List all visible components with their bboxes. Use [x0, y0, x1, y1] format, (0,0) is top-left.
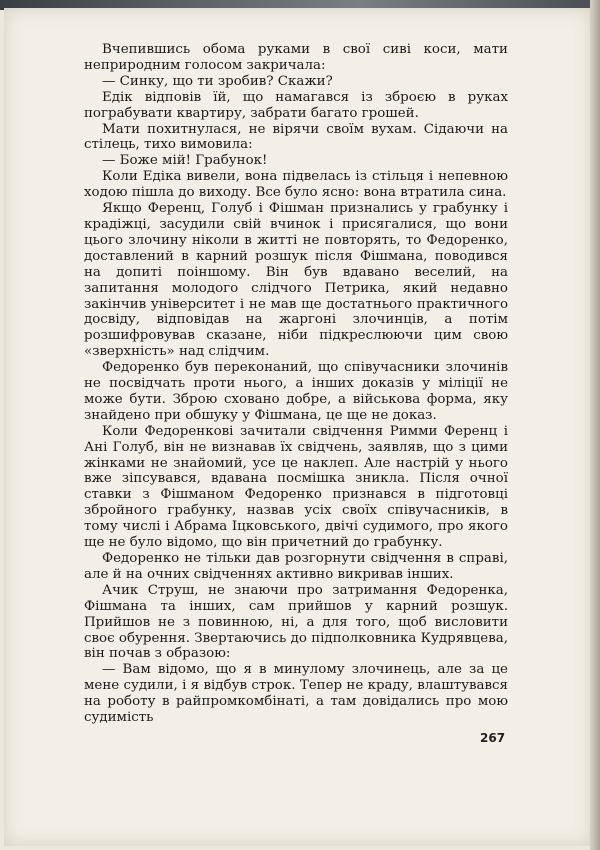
paragraph: Федоренко був переконаний, що співучасники злочинів не посвідчать проти нього, а інших доказів у міліції не може бути. Зброю сховано добре, а військова форма, яку знайдено при обшуку у Фішмана, це ще не доказ.	[84, 360, 508, 423]
page-text	[84, 42, 508, 726]
paragraph: Федоренко не тільки дав розгорнути свідчення в справі, але й на очних свідченнях активно викривав інших.	[84, 551, 508, 582]
paragraph: Коли Федоренкові зачитали свідчення Римми Ференц і Ані Голуб, він не визнавав їх свідчень, заявляв, що з цими жінками не знайомий, усе це наклеп. Але настрій у нього вже зіпсувався, вдавана посмішка зникла. Після очної ставки з Фішманом Федоренко признався в підготовці збройного грабунку, назвав усіх своїх співучасників, в тому числі і Абрама Іцковського, двічі судимого, про якого ще не було відомо, що він причетний до грабунку.	[84, 423, 508, 551]
paragraph: Едік відповів їй, що намагався із зброєю в руках пограбувати квартиру, забрати багато грошей.	[84, 89, 508, 121]
paragraph: Вчепившись обома руками в свої сиві коси, мати неприродним голосом закричала:	[84, 42, 508, 73]
book-right-edge	[590, 0, 600, 850]
page-number: 267	[480, 731, 506, 745]
dialogue-line: — Синку, що ти зробив? Скажи?	[102, 73, 333, 89]
dialogue-line: — Вам відомо, що я в минулому злочинець, але за це мене судили, і я відбув строк. Тепер не краду, влаштувався на роботу в райпромкомбінаті, а там довідались про мою судимість	[84, 662, 508, 726]
paragraph: Якщо Ференц, Голуб і Фішман признались у грабунку і крадіжці, засудили свій вчинок і присягалися, що вони цього злочину ніколи в житті не повторять, то Федоренко, доставлений в карний розшук після Фішмана, поводився на допиті поіншому. Він був вдавано веселий, на запитання молодого слідчого Петрика, який недавно закінчив університет і не мав ще достатнього практичного досвіду, відповідав на жаргоні злочинців, а потім розшифровував сказане, ніби підкреслюючи цим свою «зверхність» над слідчим.	[84, 201, 508, 360]
paragraph: Мати похитнулася, не вірячи своїм вухам. Сідаючи на стілець, тихо вимовила:	[84, 121, 508, 153]
paragraph: Ачик Струш, не знаючи про затримання Федоренка, Фішмана та інших, сам прийшов у карний розшук. Прийшов не з повинною, ні, а для того, щоб висловити своє обурення. Звертаючись до підполковника Кудрявцева, він почав з образою:	[84, 582, 508, 662]
paragraph: Коли Едіка вивели, вона підвелась із стільця і непевною ходою пішла до виходу. Все було ясно: вона втратила сина.	[84, 169, 508, 201]
dialogue-line: — Боже мій! Грабунок!	[102, 153, 268, 169]
